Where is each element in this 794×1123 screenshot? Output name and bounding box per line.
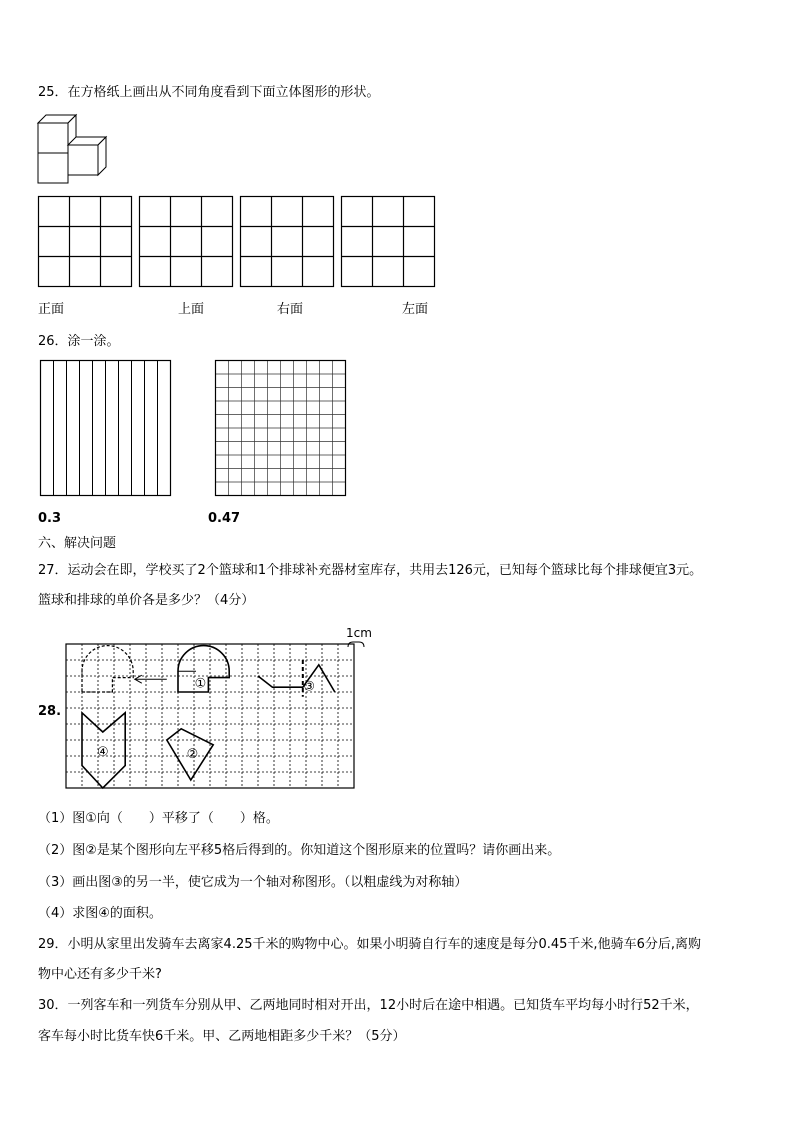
tenths-strip-grid[interactable] [40,360,172,497]
label-front: 正面 [38,302,65,317]
figure-1-translated [82,646,133,692]
q28-sub3: （3）画出图③的另一半，使它成为一个轴对称图形。（以粗虚线为对称轴） [38,875,468,890]
q25-text: 25．在方格纸上画出从不同角度看到下面立体图形的形状。 [38,85,380,100]
q28-sub1: （1）图①向（ ）平移了（ ）格。 [38,811,279,826]
dashed-grid-lines [66,644,354,788]
q27-line1: 27．运动会在即，学校买了2个篮球和1个排球补充器材室库存，共用去126元，已知每个篮球比每个排球便宜3元。 [38,563,703,578]
q28-sub4: （4）求图④的面积。 [38,906,162,921]
figure-3 [258,665,335,692]
label-hundredths: 0.47 [208,511,241,526]
cube-stack-figure [30,108,120,188]
label-tenths: 0.3 [38,511,62,526]
q28-number: 28. [38,704,62,719]
q30-line1: 30．一列客车和一列货车分别从甲、乙两地同时相对开出，12小时后在途中相遇。已知货车平均每小时行52千米， [38,998,699,1013]
q30-line2: 客车每小时比货车快6千米。甲、乙两地相距多少千米？（5分） [38,1029,406,1044]
hundredths-grid[interactable] [215,360,347,497]
label-left: 左面 [402,302,429,317]
figure-label-1: ① [194,676,207,692]
label-top: 上面 [178,302,205,317]
figure-label-4: ④ [96,745,109,761]
q28-sub2: （2）图②是某个图形向左平移5格后得到的。你知道这个图形原来的位置吗？请你画出来。 [38,843,561,858]
grid-left[interactable] [341,196,436,288]
figure-label-2: ② [186,746,199,762]
grid-top[interactable] [139,196,234,288]
section-title: 六、解决问题 [38,536,117,551]
unit-label: 1cm [346,626,372,640]
q29-line2: 物中心还有多少千米? [38,967,162,982]
label-right: 右面 [277,302,304,317]
translation-grid[interactable] [66,644,366,794]
q27-line2: 篮球和排球的单价各是多少？（4分） [38,593,255,608]
q26-text: 26．涂一涂。 [38,334,120,349]
figure-label-3: ③ [303,679,316,695]
grid-front[interactable] [38,196,133,288]
grid-right[interactable] [240,196,335,288]
q29-line1: 29．小明从家里出发骑车去离家4.25千米的购物中心。如果小明骑自行车的速度是每分0.45千米,他骑车6分后,离购 [38,937,701,952]
